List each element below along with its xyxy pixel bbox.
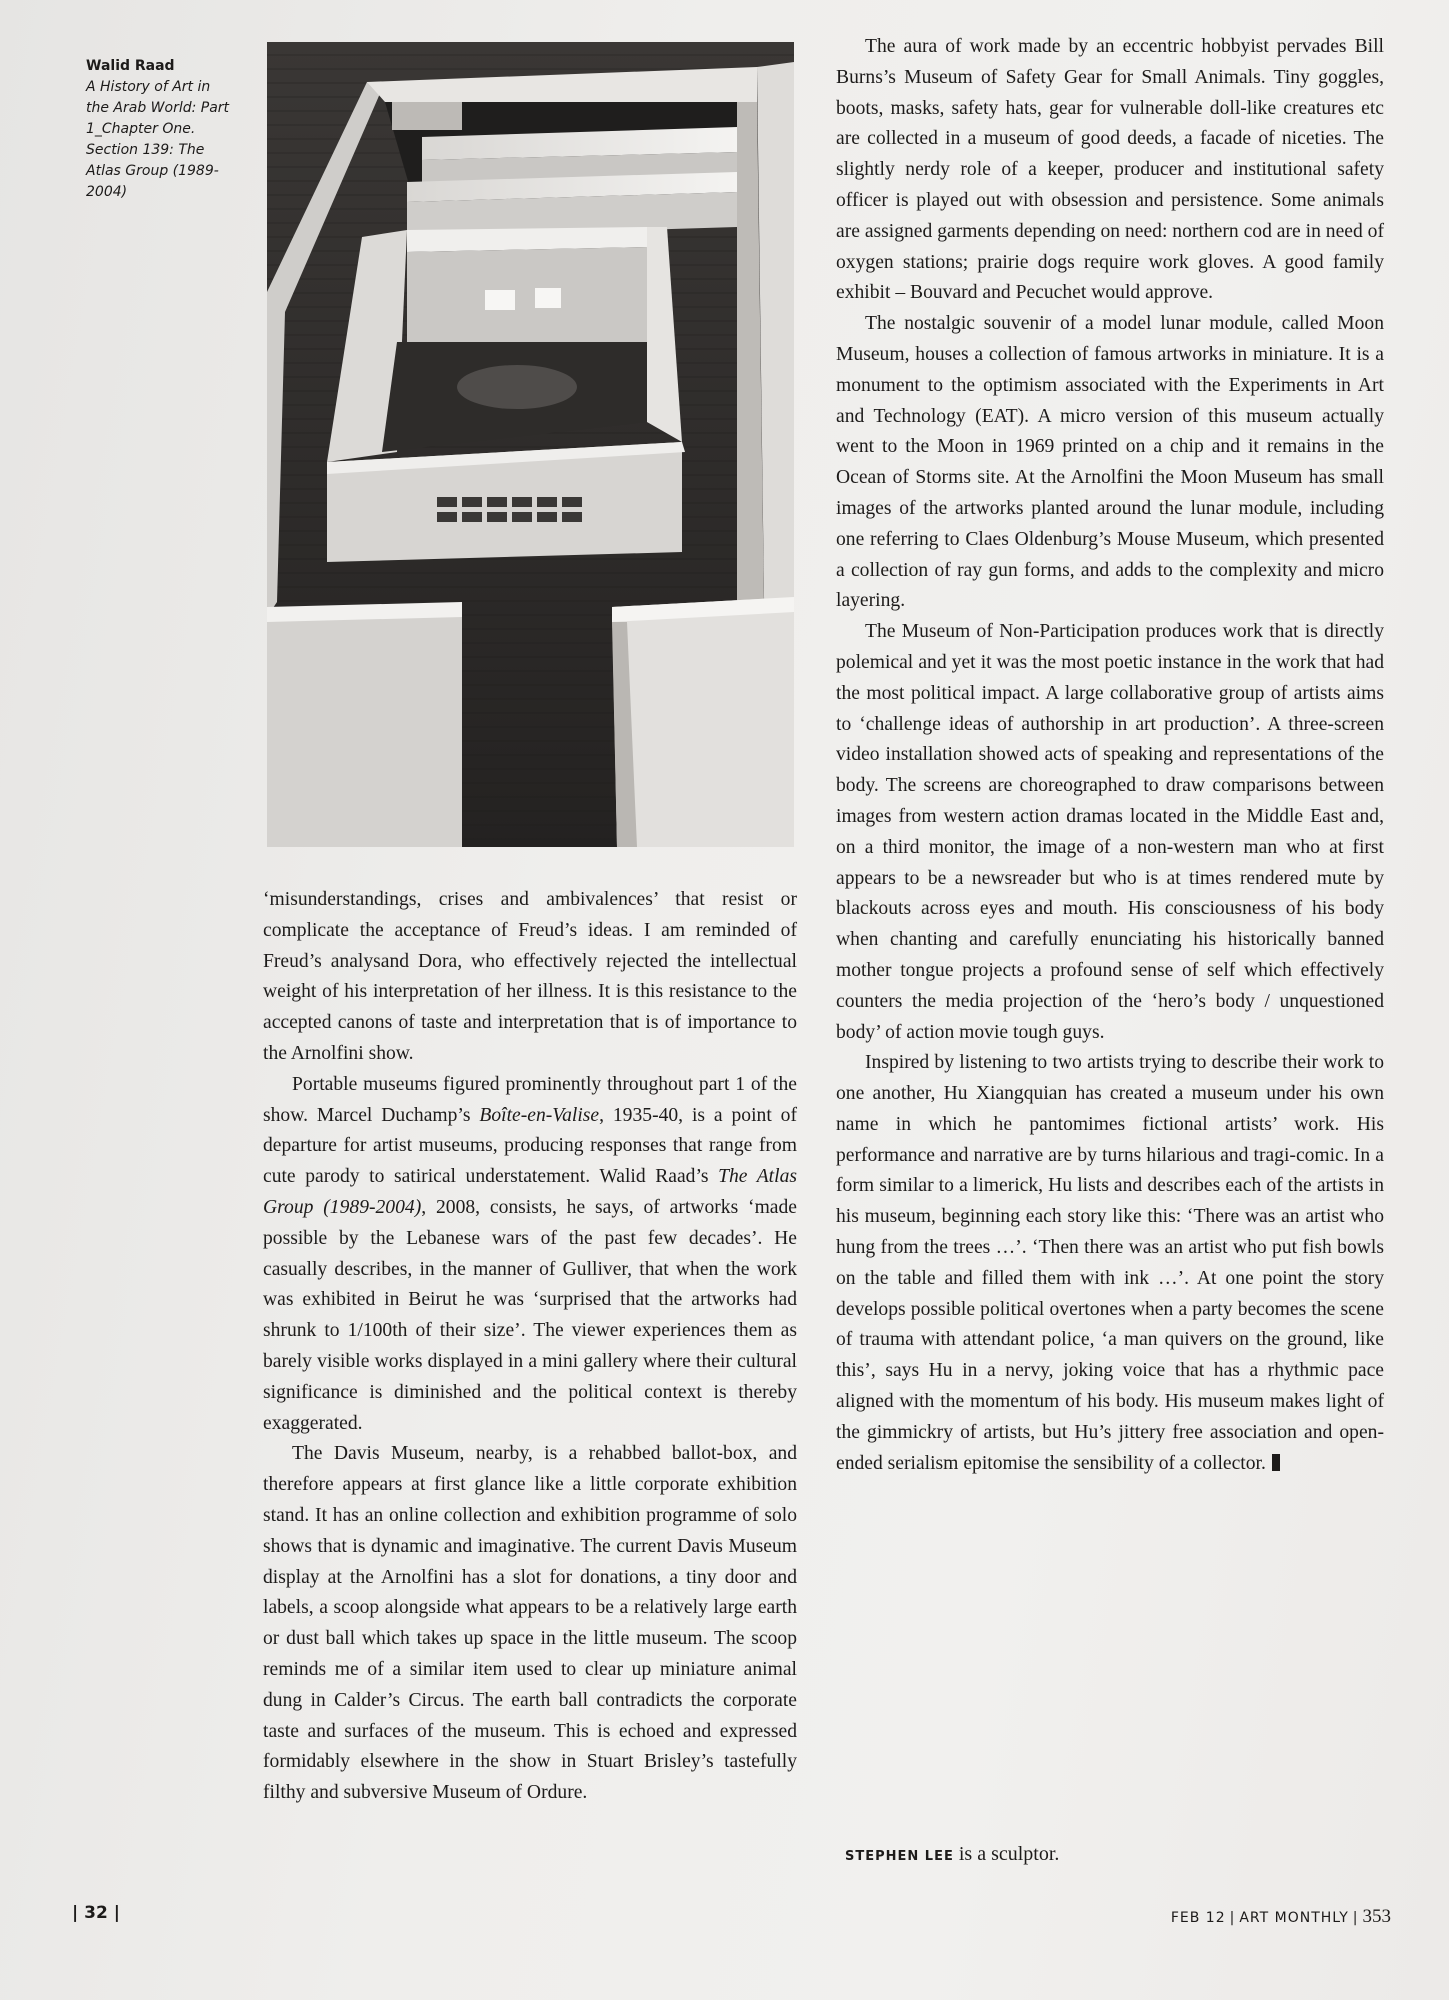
issue-number: 353: [1362, 1906, 1391, 1927]
end-of-article-mark: [1272, 1454, 1280, 1471]
magazine-name: ART MONTHLY: [1239, 1910, 1349, 1926]
paragraph: The nostalgic souvenir of a model lunar module, called Moon Museum, houses a collection of famous artworks in miniature. It is a monument to the optimism associated with the Experiments in Art and Technology (EAT). A micro version of this museum actually went to the Moon in 1969 printed on a chip and it remains in the Ocean of Storms site. At the Arnolfini the Moon Museum has small images of the artworks planted around the lunar module, including one referring to Claes Oldenburg’s Mouse Museum, which presented a collection of ray gun forms, and adds to the complexity and micro layering.: [836, 313, 1384, 612]
text-run: , 2008, consists, he says, of artworks ‘made possible by the Lebanese wars of the past few decades’. He casually describes, in the manner of Gulliver, that when the work was exhibited in Beirut he was ‘surprised that the artworks had shrunk to 1/100th of their size’. The viewer experiences them as barely visible works displayed in a mini gallery where their cultural significance is diminished and the political context is thereby exaggerated.: [263, 1196, 797, 1434]
caption-artist: Walid Raad: [86, 58, 175, 74]
right-text-column: [836, 32, 1384, 1479]
paragraph: [836, 1048, 1384, 1479]
left-text-column: [263, 885, 797, 1809]
caption-work-title: A History of Art in the Arab World: Part 1_Chapter One. Section 139: The Atlas Group (1989-2004): [86, 79, 230, 200]
author-bio: [845, 1840, 1059, 1871]
page-number: 32: [84, 1903, 108, 1923]
issue-date: FEB 12: [1170, 1910, 1226, 1926]
paragraph: The aura of work made by an eccentric hobbyist pervades Bill Burns’s Museum of Safety Gear for Small Animals. Tiny goggles, boots, masks, safety hats, gear for vulnerable doll-like creatures etc are collected in a museum of good deeds, a facade of niceties. The slightly nerdy role of a keeper, producer and institutional safety officer is played out with obsession and persistence. Some animals are assigned garments depending on need: northern cod are in need of oxygen stations; prairie dogs require work gloves. A good family exhibit – Bouvard and Pecuchet would approve.: [836, 36, 1384, 304]
photo-caption: [86, 56, 236, 203]
bio-text: is a sculptor.: [953, 1843, 1060, 1865]
gallery-photo: [267, 42, 794, 847]
paragraph: The Davis Museum, nearby, is a rehabbed ballot-box, and therefore appears at first glance like a little corporate exhibition stand. It has an online collection and exhibition programme of solo shows that is dynamic and imaginative. The current Davis Museum display at the Arnolfini has a slot for donations, a tiny door and labels, a scoop alongside what appears to be a relatively large earth or dust ball which takes up space in the little museum. The scoop reminds me of a similar item used to clear up miniature animal dung in Calder’s Circus. The earth ball contradicts the corporate taste and surfaces of the museum. This is echoed and expressed formidably elsewhere in the show in Stuart Brisley’s tastefully filthy and subversive Museum of Ordure.: [263, 1443, 797, 1804]
paragraph: The Museum of Non-Participation produces work that is directly polemical and yet it was the most poetic instance in the work that had the most political impact. A large collaborative group of artists aims to ‘challenge ideas of authorship in art production’. A three-screen video installation showed acts of speaking and representations of the body. The screens are choreographed to draw comparisons between images from western action dramas located in the Middle East and, on a third monitor, the image of a non-western man who at first appears to be a newsreader but who is at times rendered mute by blackouts across eyes and mouth. His consciousness of his body when chanting and carefully enunciating his historically banned mother tongue projects a profound sense of self which effectively counters the media projection of the ‘hero’s body / unquestioned body’ of action movie tough guys.: [836, 621, 1384, 1043]
italic-title: Boîte-en-Valise: [479, 1104, 600, 1126]
author-name: STEPHEN LEE: [845, 1849, 954, 1864]
folio-right: FEB 12 | ART MONTHLY | 353: [1170, 1906, 1391, 1927]
text-run: , 1935-40, is a point of departure for artist museums, producing responses that range from cute parody to satirical understatement. Walid Raad’s: [263, 1104, 797, 1188]
page-number-left: | 32 |: [72, 1903, 120, 1923]
paragraph: [263, 1070, 797, 1440]
gallery-model-illustration: [267, 42, 794, 847]
text-run: Inspired by listening to two artists trying to describe their work to one another, Hu Xiangquian has created a museum under his own name in which he pantomimes fictional artists’ work. His performance and narrative are by turns hilarious and tragi-comic. In a form similar to a limerick, Hu lists and describes each of the artists in his museum, beginning each story like this: ‘There was an artist who hung from the trees …’. ‘Then there was an artist who put fish bowls on the table and filled them with ink …’. At one point the story develops possible political overtones when a party becomes the scene of trauma with attendant police, ‘a man quivers on the ground, like this’, says Hu in a nervy, joking voice that has a rhythmic pace aligned with the momentum of his body. His museum makes light of the gimmickry of artists, but Hu’s jittery free association and open-ended serialism epitomise the sensibility of a collector.: [836, 1052, 1384, 1474]
italic-title: The Atlas Group (1989-2004): [263, 1166, 797, 1218]
paragraph: ‘misunderstandings, crises and ambivalences’ that resist or complicate the acceptance of Freud’s ideas. I am reminded of Freud’s analysand Dora, who effectively rejected the intellectual weight of his interpretation of her illness. It is this resistance to the accepted canons of taste and interpretation that is of importance to the Arnolfini show.: [263, 889, 797, 1064]
text-run: Portable museums figured prominently throughout part 1 of the show. Marcel Duchamp’s: [263, 1073, 797, 1126]
